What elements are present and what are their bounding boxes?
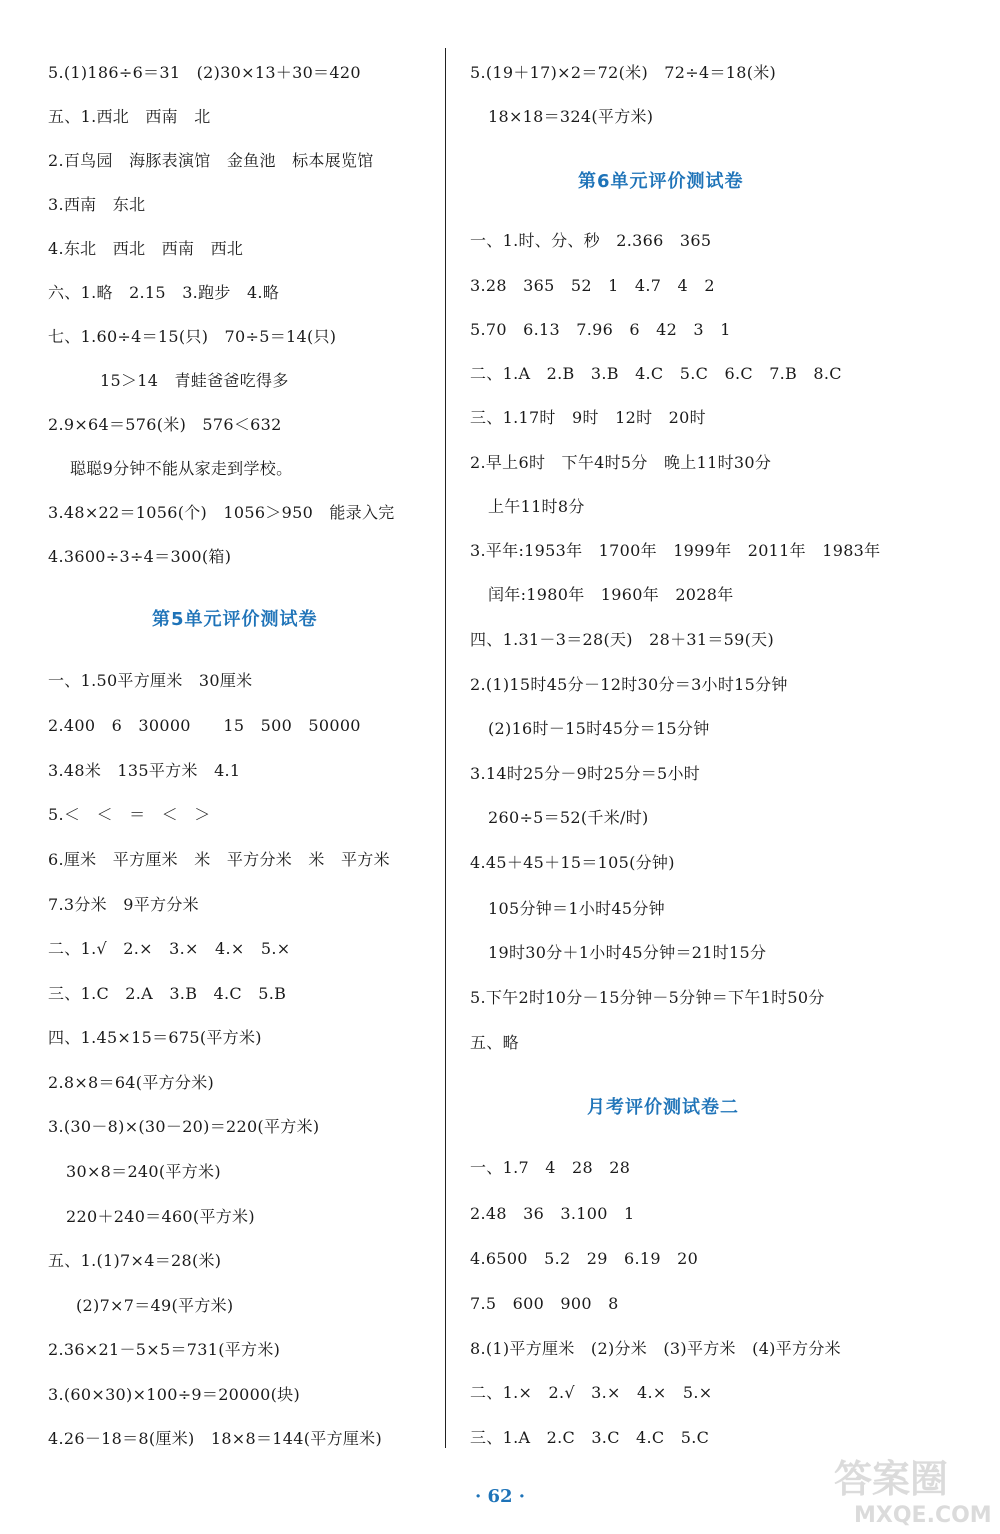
answer-line: 三、1.C 2.A 3.B 4.C 5.B <box>48 984 287 1003</box>
answer-line: 一、1.时、分、秒 2.366 365 <box>470 231 712 250</box>
answer-line: 上午11时8分 <box>488 497 585 516</box>
answer-line: 105分钟＝1小时45分钟 <box>488 899 665 918</box>
section-heading: 第6单元评价测试卷 <box>578 171 744 192</box>
watermark-logo <box>824 1446 994 1528</box>
answer-line: 15＞14 青蛙爸爸吃得多 <box>100 371 289 390</box>
answer-line: 3.48米 135平方米 4.1 <box>48 761 241 780</box>
answer-line: 260÷5＝52(千米/时) <box>488 808 649 827</box>
answer-line: 2.(1)15时45分－12时30分＝3小时15分钟 <box>470 675 788 694</box>
answer-line: 19时30分＋1小时45分钟＝21时15分 <box>488 943 767 962</box>
answer-line: 18×18＝324(平方米) <box>488 107 654 126</box>
answer-line: 4.26－18＝8(厘米) 18×8＝144(平方厘米) <box>48 1429 383 1448</box>
answer-line: 5.(19＋17)×2＝72(米) 72÷4＝18(米) <box>470 63 777 82</box>
answer-line: 7.3分米 9平方分米 <box>48 895 199 914</box>
section-heading: 月考评价测试卷二 <box>587 1097 739 1118</box>
answer-line: 五、1.西北 西南 北 <box>48 107 211 126</box>
answer-line: 3.(60×30)×100÷9＝20000(块) <box>48 1385 300 1404</box>
answer-line: 8.(1)平方厘米 (2)分米 (3)平方米 (4)平方分米 <box>470 1339 841 1358</box>
answer-line: 3.平年:1953年 1700年 1999年 2011年 1983年 <box>470 541 881 560</box>
answer-line: 闰年:1980年 1960年 2028年 <box>488 585 734 604</box>
answer-line: 30×8＝240(平方米) <box>66 1162 221 1181</box>
answer-line: 五、1.(1)7×4＝28(米) <box>48 1251 222 1270</box>
answer-line: 5.70 6.13 7.96 6 42 3 1 <box>470 320 731 339</box>
answer-line: 聪聪9分钟不能从家走到学校。 <box>70 459 293 478</box>
answer-line: 三、1.A 2.C 3.C 4.C 5.C <box>470 1428 710 1447</box>
watermark-text: 答案圈 <box>834 1457 949 1501</box>
answer-line: (2)16时－15时45分＝15分钟 <box>488 719 710 738</box>
answer-line: 3.48×22＝1056(个) 1056＞950 能录入完 <box>48 503 395 522</box>
answer-line: 2.48 36 3.100 1 <box>470 1204 635 1223</box>
answer-line: 二、1.× 2.√ 3.× 4.× 5.× <box>470 1383 713 1402</box>
answer-line: 2.早上6时 下午4时5分 晚上11时30分 <box>470 453 772 472</box>
answer-line: 四、1.45×15＝675(平方米) <box>48 1028 262 1047</box>
answer-line: 3.西南 东北 <box>48 195 146 214</box>
answer-line: 五、略 <box>470 1033 519 1052</box>
answer-line: 四、1.31－3＝28(天) 28＋31＝59(天) <box>470 630 775 649</box>
answer-line: 二、1.√ 2.× 3.× 4.× 5.× <box>48 939 291 958</box>
answer-line: (2)7×7＝49(平方米) <box>76 1296 234 1315</box>
answer-line: 5.(1)186÷6＝31 (2)30×13＋30＝420 <box>48 63 361 82</box>
answer-line: 5.＜ ＜ ＝ ＜ ＞ <box>48 805 211 824</box>
answer-line: 3.(30－8)×(30－20)＝220(平方米) <box>48 1117 320 1136</box>
answer-line: 5.下午2时10分－15分钟－5分钟＝下午1时50分 <box>470 988 825 1007</box>
answer-line: 2.9×64＝576(米) 576＜632 <box>48 415 282 434</box>
answer-line: 6.厘米 平方厘米 米 平方分米 米 平方米 <box>48 850 390 869</box>
answer-line: 六、1.略 2.15 3.跑步 4.略 <box>48 283 280 302</box>
answer-line: 2.400 6 30000 15 500 50000 <box>48 716 361 735</box>
answer-line: 4.45＋45＋15＝105(分钟) <box>470 853 675 872</box>
answer-line: 二、1.A 2.B 3.B 4.C 5.C 6.C 7.B 8.C <box>470 364 842 383</box>
section-heading: 第5单元评价测试卷 <box>152 609 318 630</box>
answer-line: 一、1.7 4 28 28 <box>470 1158 631 1177</box>
column-divider <box>445 48 446 1448</box>
answer-line: 2.百鸟园 海豚表演馆 金鱼池 标本展览馆 <box>48 151 374 170</box>
answer-line: 一、1.50平方厘米 30厘米 <box>48 671 253 690</box>
answer-line: 4.3600÷3÷4＝300(箱) <box>48 547 232 566</box>
answer-line: 3.14时25分－9时25分＝5小时 <box>470 764 701 783</box>
answer-line: 2.8×8＝64(平方分米) <box>48 1073 215 1092</box>
watermark-sub: MXQE.COM <box>854 1503 992 1528</box>
answer-line: 3.28 365 52 1 4.7 4 2 <box>470 276 715 295</box>
answer-line: 七、1.60÷4＝15(只) 70÷5＝14(只) <box>48 327 337 346</box>
answer-line: 220＋240＝460(平方米) <box>66 1207 255 1226</box>
answer-line: 三、1.17时 9时 12时 20时 <box>470 408 706 427</box>
answer-line: 4.东北 西北 西南 西北 <box>48 239 244 258</box>
page-number: · 62 · <box>474 1486 526 1507</box>
answer-line: 2.36×21－5×5＝731(平方米) <box>48 1340 281 1359</box>
answer-line: 4.6500 5.2 29 6.19 20 <box>470 1249 699 1268</box>
answer-line: 7.5 600 900 8 <box>470 1294 619 1313</box>
